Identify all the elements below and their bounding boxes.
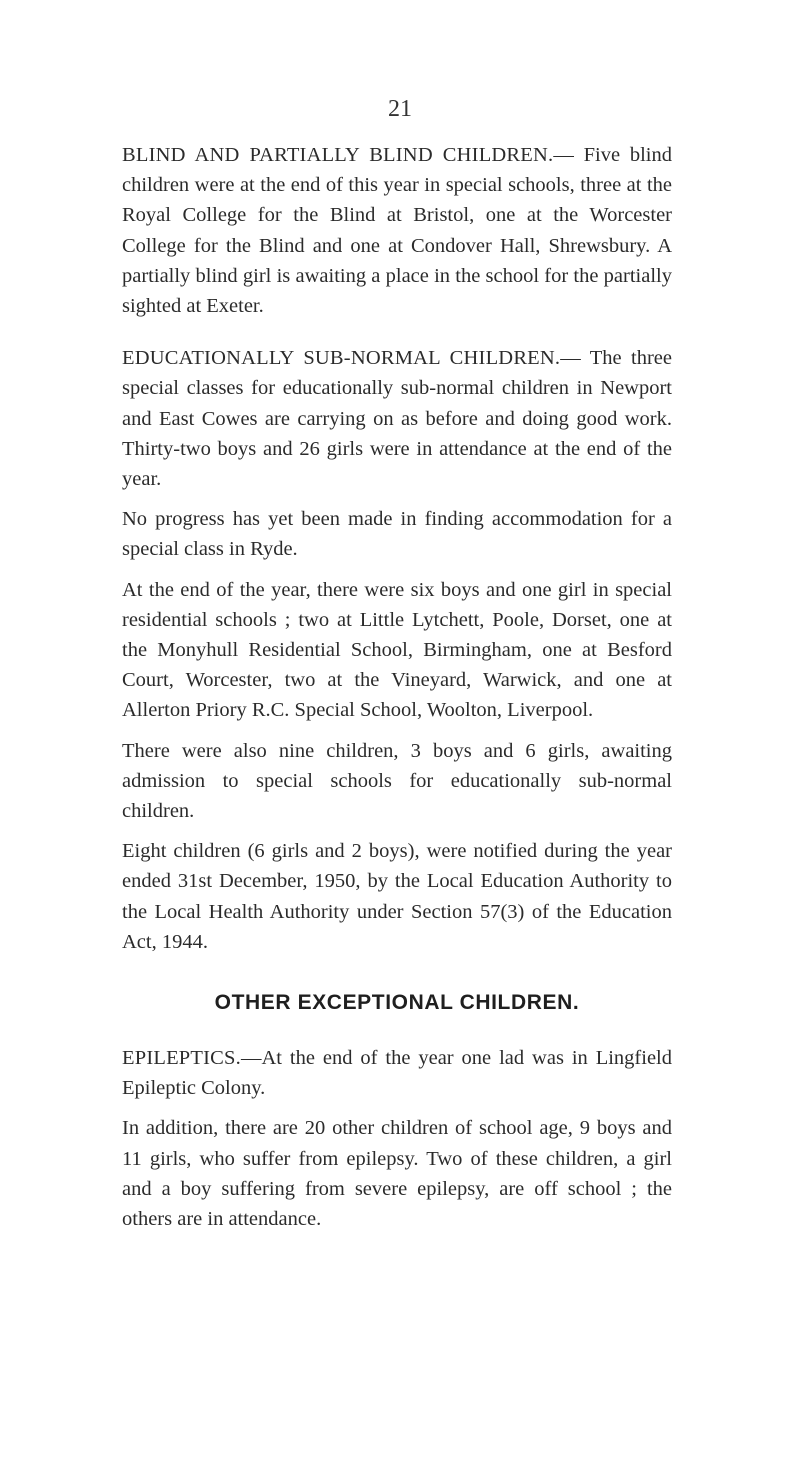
subnormal-para4: There were also nine children, 3 boys and 6 girls, awaiting admission to special schools for educationally sub-normal children.: [122, 739, 672, 823]
subnormal-para1: The three special classes for educationally sub-normal children in Newport and East Cowes are carrying on as before and doing good work. Thirty-two boys and 26 girls were in attendance at the end of the year.: [122, 347, 672, 491]
epileptics-section: [122, 1043, 672, 1234]
subnormal-intro-paragraph: EDUCATIONALLY SUB-NORMAL CHILDREN.— The three special classes for educationally sub-normal children in Newport and East Cowes are carrying on as before and doing good work. Thirty-two boys and 26 girls were in attendance at the end of the year.: [122, 347, 672, 491]
page-number: 21: [388, 96, 412, 122]
blind-children-section: [122, 140, 672, 321]
subnormal-children-section: [122, 343, 672, 957]
blind-children-heading: BLIND AND PARTIALLY BLIND CHILDREN.: [122, 144, 554, 166]
subnormal-para5: Eight children (6 girls and 2 boys), were notified during the year ended 31st December, 1950, by the Local Education Authority to the Local Health Authority under Section 57(3) of the Education Act, 1944.: [122, 840, 672, 953]
epileptics-text: At the end of the year one lad was in Lingfield Epileptic Colony.: [122, 1047, 672, 1100]
other-exceptional-heading: OTHER EXCEPTIONAL CHILDREN.: [214, 991, 580, 1015]
subnormal-para2: No progress has yet been made in finding accommodation for a special class in Ryde.: [122, 508, 672, 561]
page-content: [122, 140, 672, 1256]
epileptics-paragraph: EPILEPTICS.—At the end of the year one lad was in Lingfield Epileptic Colony.: [122, 1047, 672, 1100]
blind-children-paragraph: BLIND AND PARTIALLY BLIND CHILDREN.— Five blind children were at the end of this year in special schools, three at the Royal College for the Blind at Bristol, one at the Worcester College for the Blind and one at Condover Hall, Shrewsbury. A partially blind girl is awaiting a place in the school for the partially sighted at Exeter.: [122, 144, 673, 318]
epileptics-heading: EPILEPTICS.: [122, 1047, 241, 1070]
blind-children-text: Five blind children were at the end of this year in special schools, three at the Royal College for the Blind at Bristol, one at the Worcester College for the Blind and one at Condover Hall, Shrewsbury. A partially blind girl is awaiting a place in the school for the partially sighted at Exeter.: [122, 144, 673, 318]
subnormal-para3: At the end of the year, there were six boys and one girl in special residential schools ; two at Little Lytchett, Poole, Dorset, one at the Monyhull Residential School, Birmingham, one at Besford Court, Worcester, two at the Vineyard, Warwick, and one at Allerton Priory R.C. Special School, Woolton, Liverpool.: [122, 578, 672, 722]
subnormal-heading: EDUCATIONALLY SUB-NORMAL CHILDREN.: [122, 347, 561, 370]
epileptics-para2: In addition, there are 20 other children of school age, 9 boys and 11 girls, who suffer from epilepsy. Two of these children, a girl and a boy suffering from severe epilepsy, are off school ; the others are in attendance.: [122, 1117, 672, 1231]
